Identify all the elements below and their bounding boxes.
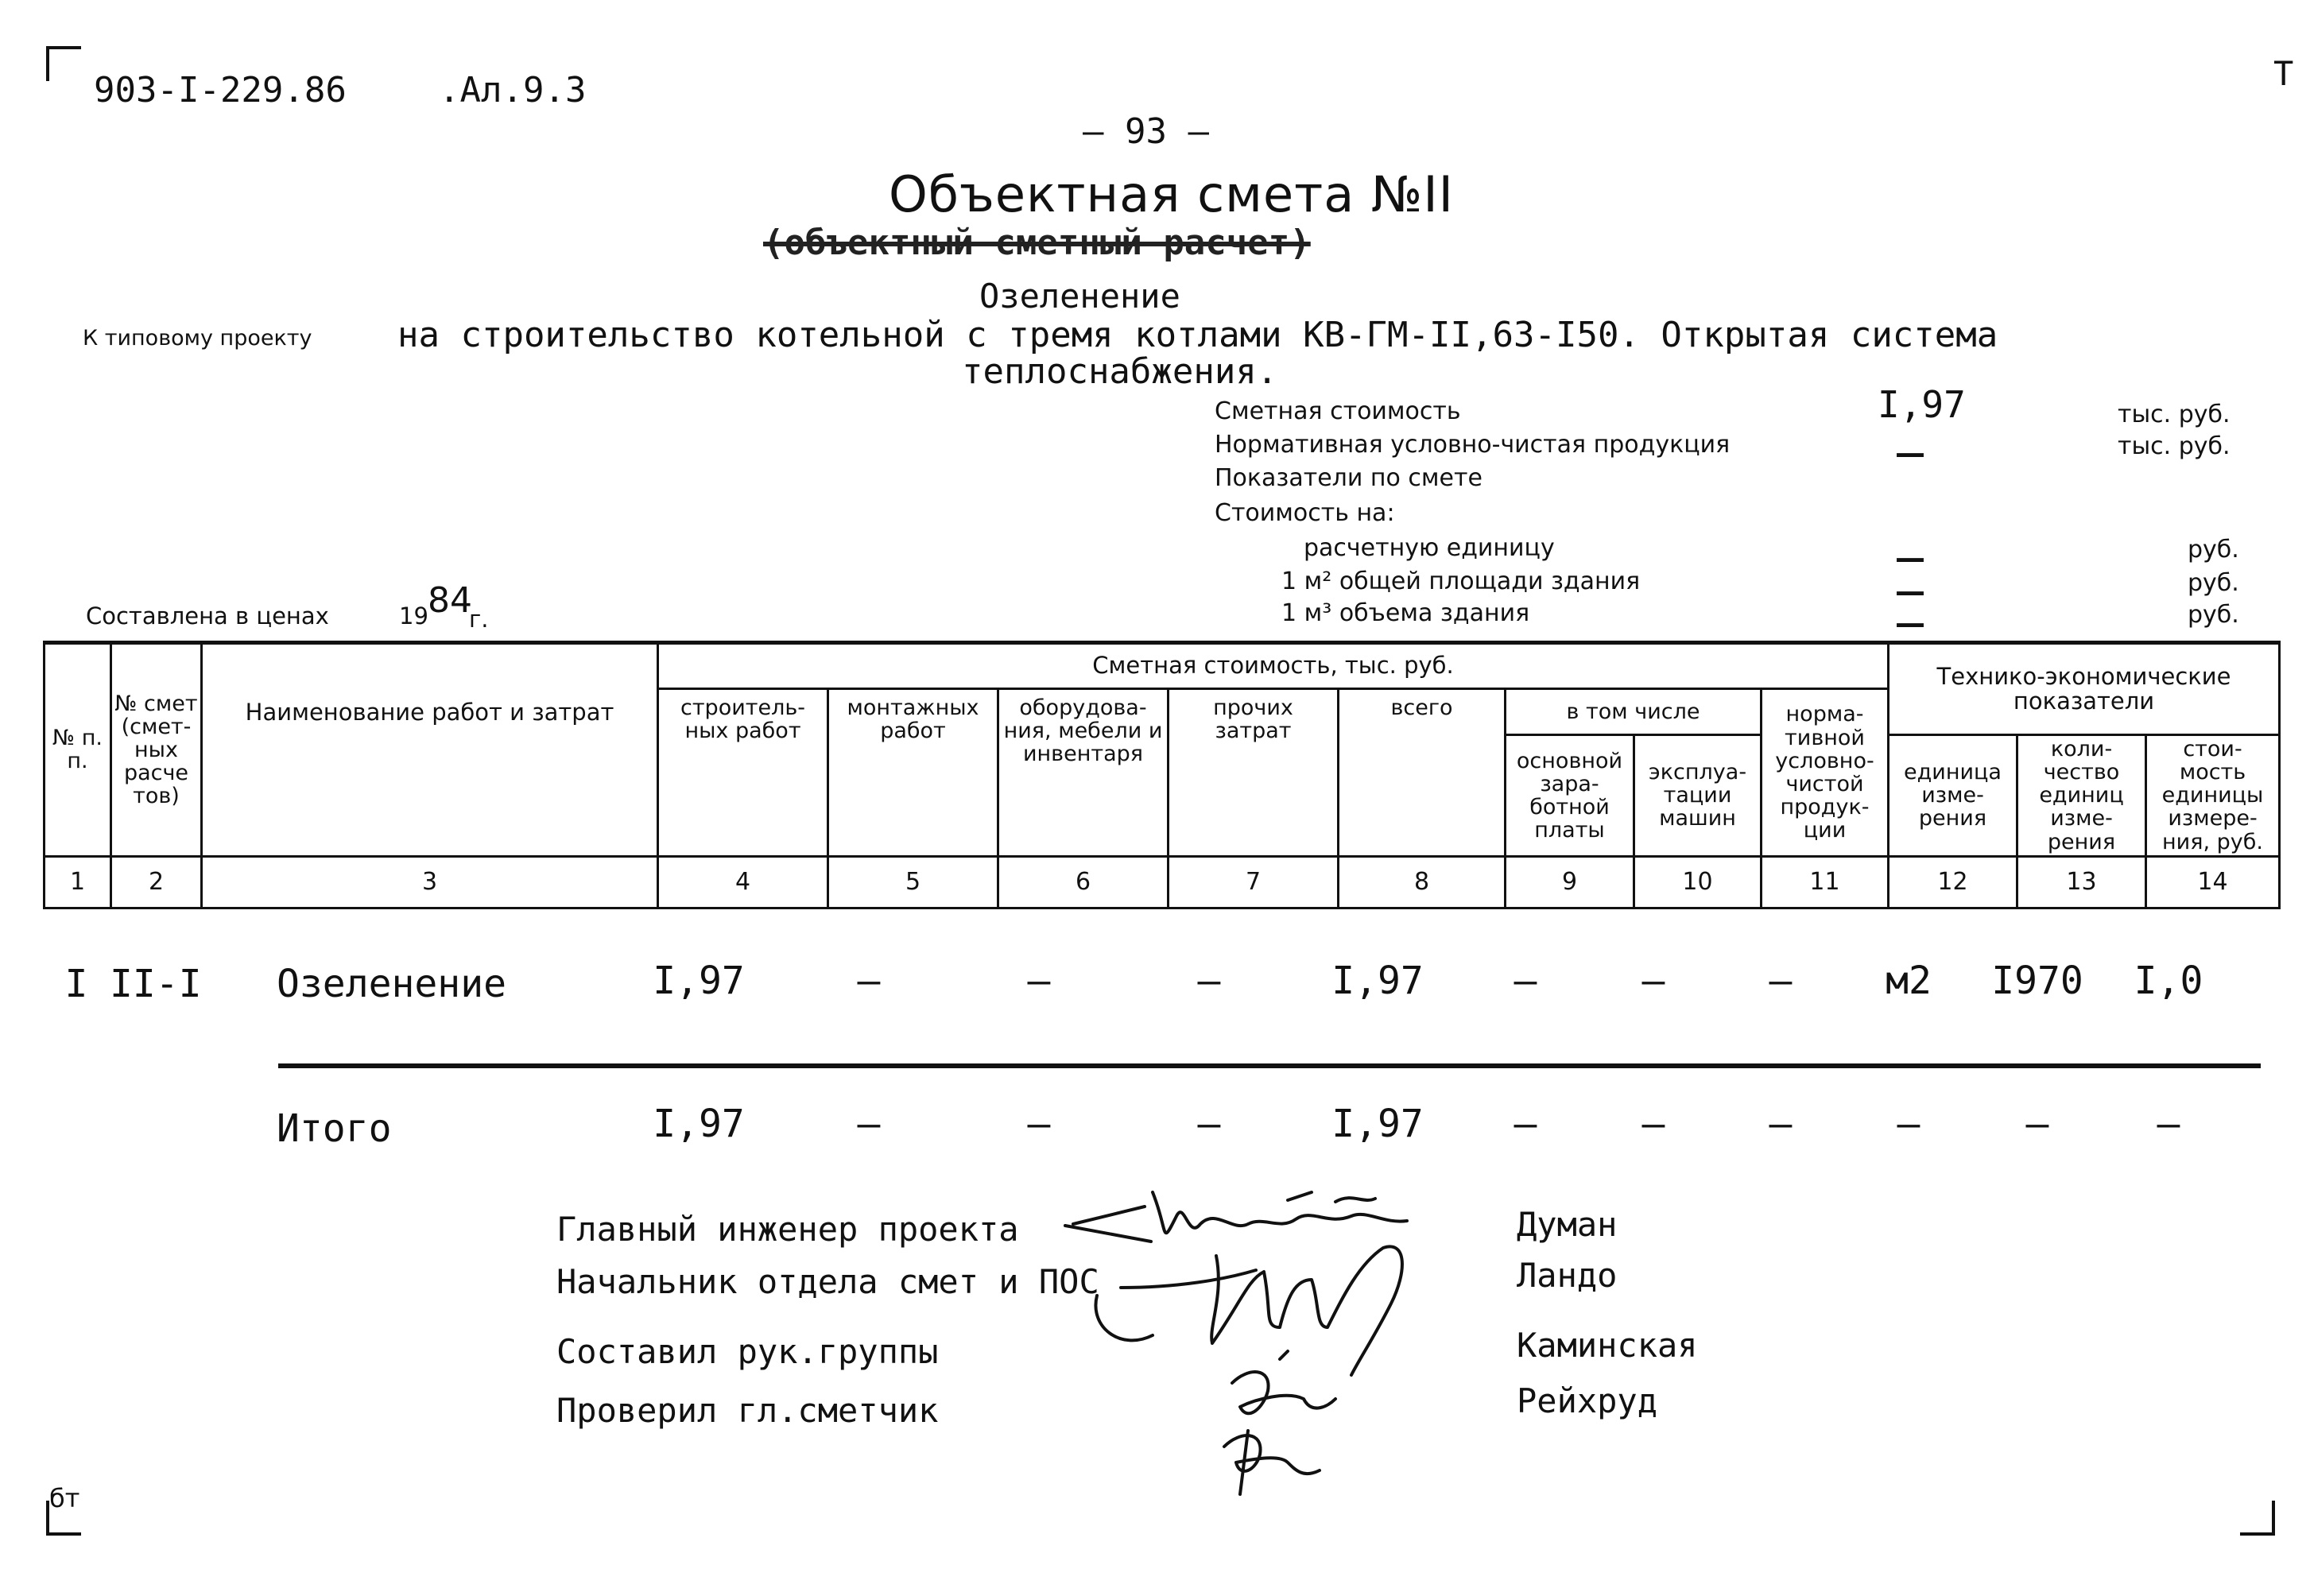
column-number: 1 [45, 856, 111, 908]
header-tech-group: Технико-экономические показатели [1889, 643, 2280, 735]
column-number: 11 [1762, 856, 1889, 908]
header-normative: норма- тивной условно- чистой продук- ции [1762, 689, 1889, 857]
header-work-name: Наименование работ и затрат [202, 643, 658, 857]
total-other: – [1197, 1102, 1221, 1146]
signature-role: Главный инженер проекта [556, 1210, 1019, 1249]
signature-stroke-chief-estimator [1224, 1431, 1320, 1494]
signature-stroke-group-leader [1232, 1351, 1335, 1413]
total-installation: – [857, 1102, 881, 1146]
column-number: 6 [998, 856, 1169, 908]
header-other: прочих затрат [1169, 689, 1339, 857]
signature-role: Начальник отдела смет и ПОС [556, 1262, 1099, 1301]
normative-unit: тыс. руб. [2118, 432, 2231, 460]
per-volume-value: — [1895, 606, 1925, 641]
total-machines: – [1641, 1102, 1665, 1146]
project-description-line2: теплоснабжения. [962, 351, 1278, 392]
column-number: 14 [2146, 856, 2280, 908]
total-label: Итого [277, 1106, 392, 1151]
row-work-name: Озеленение [277, 962, 506, 1006]
footer-mark: бт [49, 1483, 80, 1513]
header-unit-cost: стои- мость единицы измере- ния, руб. [2146, 735, 2280, 857]
page-title: Объектная смета №II [889, 165, 1454, 223]
signature-name: Рейхруд [1517, 1381, 1658, 1420]
row-quantity: I970 [1991, 959, 2083, 1003]
per-area-label: 1 м² общей площади здания [1281, 568, 1641, 595]
per-volume-label: 1 м³ объема здания [1281, 599, 1530, 627]
header-construction: строитель- ных работ [658, 689, 828, 857]
top-right-mark: Т [2273, 54, 2294, 93]
estimated-cost-unit: тыс. руб. [2118, 401, 2231, 428]
estimate-table [43, 641, 2281, 909]
row-estimate-number: II-I [110, 962, 202, 1006]
per-unit-label: расчетную единицу [1304, 534, 1555, 562]
prices-year-suffix: 84 [428, 580, 472, 621]
column-number: 10 [1634, 856, 1762, 908]
prices-year-prefix: 19 [399, 602, 428, 629]
row-construction: I,97 [653, 959, 745, 1003]
total-all: I,97 [1331, 1102, 1424, 1146]
row-unit: м2 [1886, 959, 1932, 1003]
per-unit-value: — [1895, 540, 1925, 575]
row-equipment: – [1027, 959, 1051, 1003]
estimated-cost-value: I,97 [1878, 383, 1966, 426]
header-machines: эксплуа- тации машин [1634, 735, 1762, 857]
row-number: I [64, 962, 88, 1006]
row-normative: – [1769, 959, 1793, 1003]
header-wages: основной зара- ботной платы [1506, 735, 1634, 857]
sheet-reference: .Ал.9.3 [439, 70, 587, 110]
signature-role: Составил рук.группы [556, 1332, 939, 1371]
indicators-label: Показатели по смете [1215, 464, 1483, 492]
normative-value: — [1895, 436, 1925, 471]
header-row-number: № п. п. [45, 643, 111, 857]
per-volume-unit: руб. [2188, 601, 2239, 629]
total-wages: – [1514, 1102, 1537, 1146]
total-quantity: – [2025, 1102, 2049, 1146]
header-unit: единица изме- рения [1889, 735, 2017, 857]
row-installation: – [857, 959, 881, 1003]
total-separator-line [278, 1063, 2261, 1068]
corner-mark-bottom-right [2240, 1501, 2275, 1536]
estimated-cost-label: Сметная стоимость [1215, 397, 1461, 425]
row-unit-cost: I,0 [2134, 959, 2203, 1003]
column-number: 8 [1339, 856, 1506, 908]
total-normative: – [1769, 1102, 1793, 1146]
per-area-unit: руб. [2188, 569, 2239, 597]
struck-subtitle: (объектный сметный расчет) [763, 223, 1311, 263]
row-wages: – [1514, 959, 1537, 1003]
section-title: Озеленение [979, 277, 1180, 316]
total-construction: I,97 [653, 1102, 745, 1146]
cost-per-label: Стоимость на: [1215, 499, 1395, 527]
signature-stroke-department-head [1095, 1246, 1401, 1375]
normative-label: Нормативная условно-чистая продукция [1215, 431, 1731, 459]
page-number: — 93 — [1083, 111, 1209, 152]
signature-stroke-chief-engineer [1065, 1192, 1407, 1242]
column-number: 7 [1169, 856, 1339, 908]
column-number: 5 [828, 856, 998, 908]
column-number: 13 [2017, 856, 2146, 908]
header-cost-group: Сметная стоимость, тыс. руб. [658, 643, 1889, 689]
header-including: в том числе [1506, 689, 1762, 735]
signature-name: Каминская [1517, 1326, 1698, 1365]
header-quantity: коли- чество единиц изме- рения [2017, 735, 2146, 857]
per-area-value: — [1895, 574, 1925, 609]
per-unit-unit: руб. [2188, 536, 2239, 564]
header-installation: монтажных работ [828, 689, 998, 857]
row-machines: – [1641, 959, 1665, 1003]
column-number: 12 [1889, 856, 2017, 908]
prices-year-unit: г. [469, 606, 489, 633]
handwritten-signatures [1049, 1168, 1494, 1502]
project-description-line1: на строительство котельной с тремя котлами КВ-ГМ-II,63-I50. Открытая система [397, 315, 1998, 355]
row-total: I,97 [1331, 959, 1424, 1003]
signature-name: Ландо [1517, 1256, 1618, 1295]
prices-label: Составлена в ценах [86, 602, 329, 629]
document-code: 903-I-229.86 [94, 70, 347, 110]
project-label: К типовому проекту [83, 326, 312, 351]
total-equipment: – [1027, 1102, 1051, 1146]
signature-role: Проверил гл.сметчик [556, 1391, 939, 1430]
total-unit-cost: – [2157, 1102, 2180, 1146]
column-number: 3 [202, 856, 658, 908]
row-other: – [1197, 959, 1221, 1003]
signature-name: Думан [1517, 1205, 1618, 1244]
header-total: всего [1339, 689, 1506, 857]
column-number: 2 [111, 856, 202, 908]
header-equipment: оборудова- ния, мебели и инвентаря [998, 689, 1169, 857]
total-unit: – [1897, 1102, 1920, 1146]
column-number: 9 [1506, 856, 1634, 908]
corner-mark-top-left [46, 46, 81, 81]
header-estimate-number: № смет (смет- ных расче тов) [111, 643, 202, 857]
column-number: 4 [658, 856, 828, 908]
